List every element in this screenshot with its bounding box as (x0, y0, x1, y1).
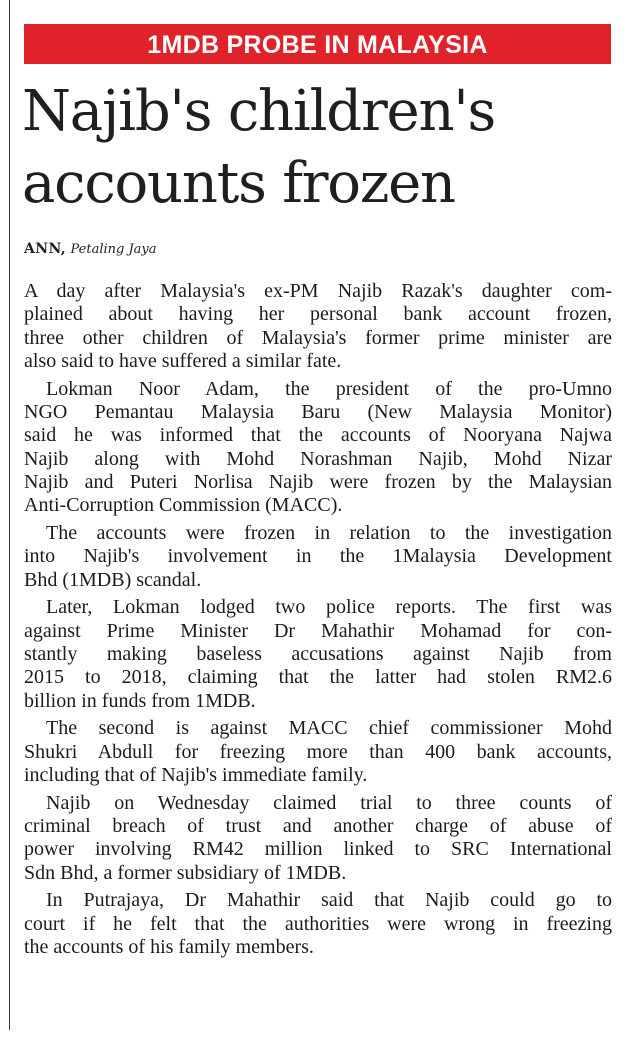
paragraph-line: 2015 to 2018, claiming that the latter had stolen RM2.6 (24, 666, 612, 689)
paragraph-line: criminal breach of trust and another charge of abuse of (24, 815, 612, 838)
paragraph-3 (24, 522, 612, 592)
paragraph-line: In Putrajaya, Dr Mahathir said that Najib could go to (46, 889, 612, 912)
paragraph-line: said he was informed that the accounts of Nooryana Najwa (24, 424, 612, 447)
paragraph-line: Bhd (1MDB) scandal. (24, 568, 202, 591)
paragraph-2 (24, 378, 612, 518)
byline (24, 240, 157, 259)
paragraph-line: Sdn Bhd, a former subsidiary of 1MDB. (24, 861, 347, 884)
paragraph-line: the accounts of his family members. (24, 936, 314, 959)
paragraph-line: court if he felt that the authorities were wrong in freezing (24, 912, 612, 935)
paragraph-line: Lokman Noor Adam, the president of the pro-Umno (46, 377, 612, 400)
paragraph-line: billion in funds from 1MDB. (24, 689, 256, 712)
paragraph-7 (24, 889, 612, 959)
byline-agency: ANN, (24, 241, 67, 257)
section-kicker: 1MDB PROBE IN MALAYSIA (24, 24, 611, 64)
paragraph-6 (24, 792, 612, 885)
headline (22, 76, 622, 220)
headline-line-2: accounts frozen (22, 151, 455, 216)
paragraph-line: stantly making baseless accusations against Najib from (24, 642, 612, 665)
paragraph-line: A day after Malaysia's ex-PM Najib Razak's daughter com- (24, 280, 612, 302)
byline-place: Petaling Jaya (70, 242, 157, 257)
paragraph-1 (24, 280, 612, 373)
paragraph-line: into Najib's involvement in the 1Malaysia Development (24, 545, 612, 568)
paragraph-line: including that of Najib's immediate family. (24, 763, 368, 786)
paragraph-line: Najib along with Mohd Norashman Najib, Mohd Nizar (24, 447, 612, 470)
left-column-rule (9, 0, 10, 1030)
paragraph-5 (24, 717, 612, 787)
paragraph-line: power involving RM42 million linked to SRC International (24, 838, 612, 861)
paragraph-line: Najib and Puteri Norlisa Najib were frozen by the Malaysian (24, 470, 612, 493)
article-body (24, 280, 612, 964)
paragraph-line: also said to have suffered a similar fate. (24, 349, 342, 372)
headline-line-1: Najib's children's (22, 79, 496, 144)
paragraph-line: The second is against MACC chief commissioner Mohd (46, 717, 612, 740)
paragraph-line: Najib on Wednesday claimed trial to three counts of (46, 791, 612, 814)
paragraph-4 (24, 596, 612, 712)
paragraph-line: three other children of Malaysia's former prime minister are (24, 326, 612, 349)
paragraph-line: The accounts were frozen in relation to the investigation (46, 521, 612, 544)
paragraph-line: Anti-Corruption Commission (MACC). (24, 494, 343, 517)
paragraph-line: against Prime Minister Dr Mahathir Mohamad for con- (24, 619, 612, 642)
paragraph-line: Shukri Abdull for freezing more than 400 bank accounts, (24, 740, 612, 763)
paragraph-line: NGO Pemantau Malaysia Baru (New Malaysia Monitor) (24, 400, 612, 423)
paragraph-line: Later, Lokman lodged two police reports. The first was (46, 596, 612, 619)
paragraph-line: plained about having her personal bank account frozen, (24, 303, 612, 326)
